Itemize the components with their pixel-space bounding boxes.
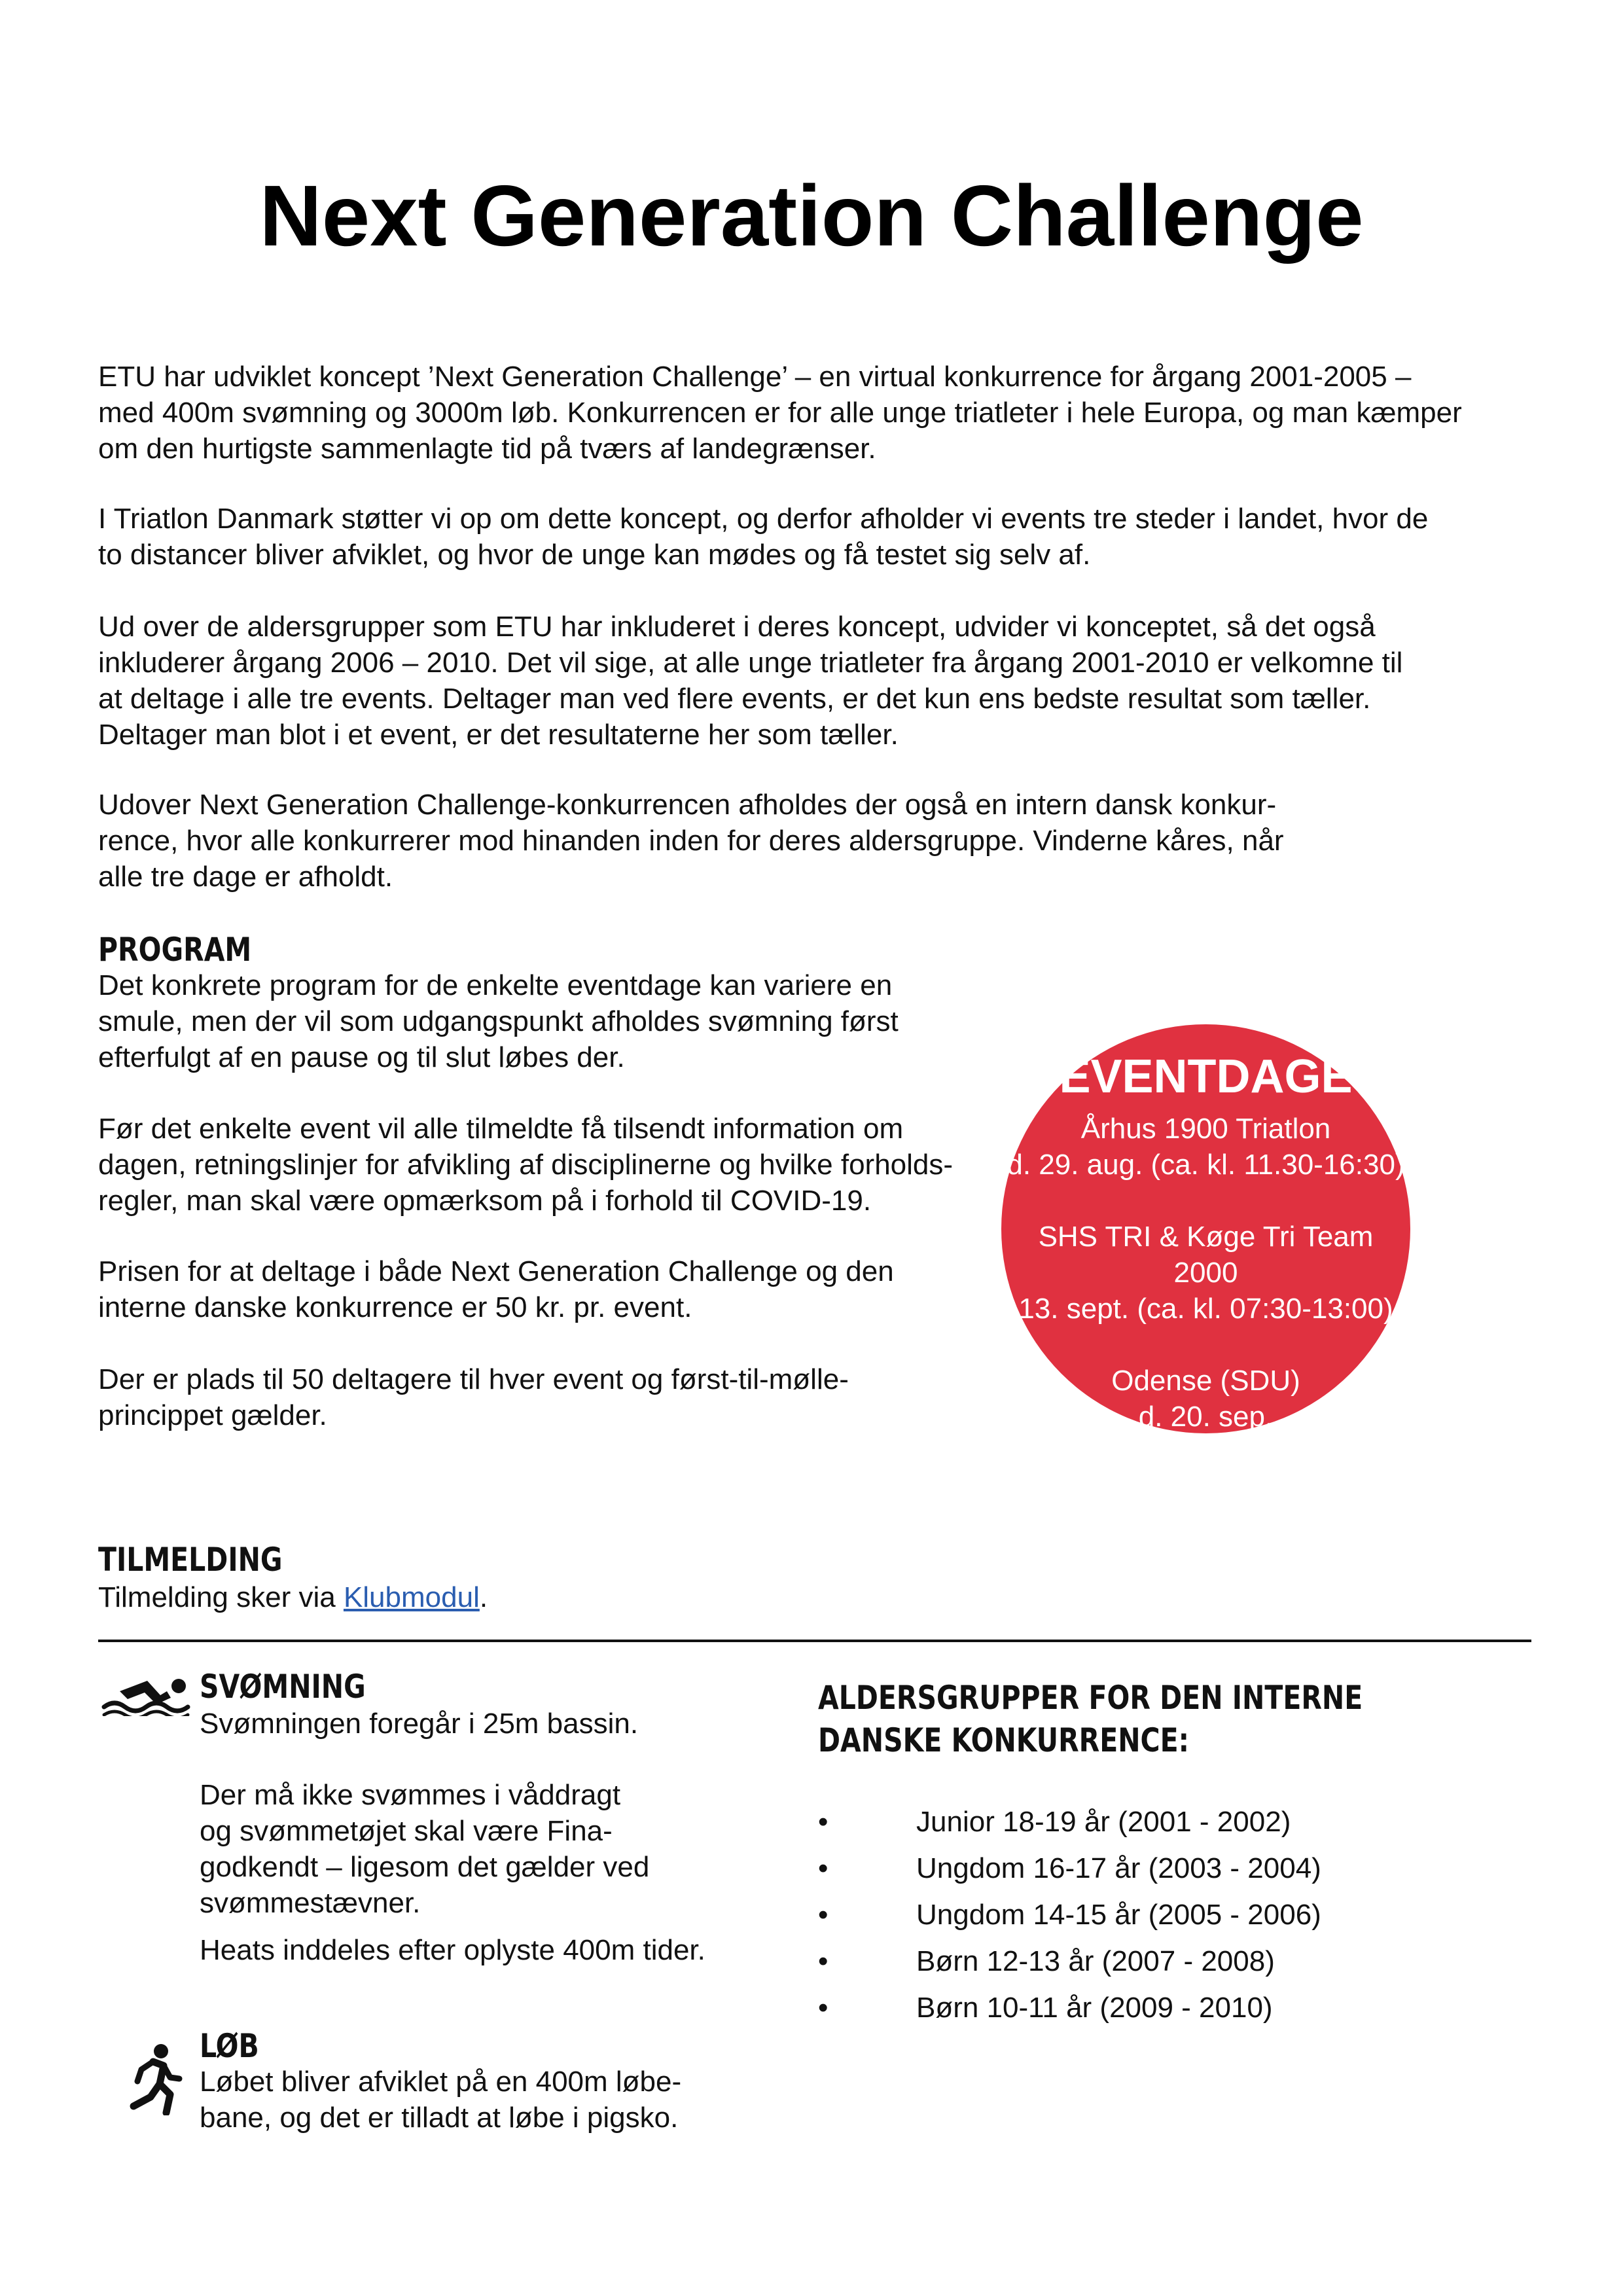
bullet: •: [818, 1852, 829, 1884]
text-line: I Triatlon Danmark støtter vi op om dette koncept, og derfor afholder vi events tre steder i landet, hvor de: [98, 503, 1429, 535]
text-line: Før det enkelte event vil alle tilmeldte få tilsendt information om: [98, 1113, 904, 1145]
list-item-text: Ungdom 14-15 år (2005 - 2006): [916, 1899, 1321, 1931]
program-paragraph-2: [98, 1111, 953, 1219]
list-item-text: Børn 10-11 år (2009 - 2010): [916, 1992, 1273, 2024]
event-venue-odense: Odense (SDU): [1111, 1365, 1300, 1397]
text-line: princippet gælder.: [98, 1399, 327, 1431]
page-title: Next Generation Challenge: [259, 168, 1364, 264]
text-line: Der må ikke svømmes i våddragt: [200, 1779, 621, 1811]
event-venue-koege: SHS TRI & Køge Tri Team: [1038, 1221, 1374, 1253]
text-line: Svømningen foregår i 25m bassin.: [200, 1708, 639, 1740]
text-line: bane, og det er tilladt at løbe i pigsko.: [200, 2102, 679, 2134]
section-divider: [98, 1640, 1531, 1642]
text-line: Deltager man blot i et event, er det resultaterne her som tæller.: [98, 719, 899, 751]
text-line: ETU har udviklet koncept ’Next Generation Challenge’ – en virtual konkurrence for årgang 2001-2005 –: [98, 361, 1412, 393]
text-line: at deltage i alle tre events. Deltager man ved flere events, er det kun ens bedste resultat som tæller.: [98, 683, 1371, 715]
program-paragraph-1: [98, 967, 899, 1075]
event-venue-koege-cont: 2000: [1173, 1257, 1238, 1289]
lob-paragraph: [200, 2064, 681, 2136]
lob-heading: LØB: [200, 2027, 259, 2065]
tilmelding-text: [98, 1579, 488, 1615]
svomning-paragraph-1: [200, 1706, 638, 1742]
text-line: dagen, retningslinjer for afvikling af disciplinerne og hvilke forholds-: [98, 1149, 954, 1181]
text-line: om den hurtigste sammenlagte tid på tværs af landegrænser.: [98, 433, 876, 465]
text-line: alle tre dage er afholdt.: [98, 861, 393, 893]
event-time-odense: (ca. kl. 09:30-14:30): [1077, 1437, 1334, 1469]
intro-paragraph-3: [98, 609, 1402, 753]
text-line: interne danske konkurrence er 50 kr. pr. event.: [98, 1291, 692, 1323]
text-line: Der er plads til 50 deltagere til hver event og først-til-mølle-: [98, 1363, 849, 1395]
text-line: svømmestævner.: [200, 1887, 421, 1919]
klubmodul-link[interactable]: Klubmodul: [343, 1581, 480, 1613]
svomning-paragraph-3: [200, 1932, 705, 1968]
text-line: to distancer bliver afviklet, og hvor de unge kan mødes og få testet sig selv af.: [98, 539, 1091, 571]
event-date-odense: d. 20. sep.: [1138, 1401, 1274, 1433]
intro-paragraph-4: [98, 787, 1284, 895]
list-item-text: Junior 18-19 år (2001 - 2002): [916, 1806, 1291, 1838]
runner-icon: [124, 2043, 183, 2115]
text-line: efterfulgt af en pause og til slut løbes der.: [98, 1041, 625, 1073]
intro-paragraph-2: [98, 501, 1428, 573]
aldersgrupper-heading-line-1: ALDERSGRUPPER FOR DEN INTERNE: [818, 1679, 1363, 1717]
tilmelding-text-before: Tilmelding sker via: [98, 1581, 344, 1613]
text-line: og svømmetøjet skal være Fina-: [200, 1815, 613, 1847]
text-line: godkendt – ligesom det gælder ved: [200, 1851, 650, 1883]
bullet: •: [818, 1899, 829, 1931]
bullet: •: [818, 1945, 829, 1977]
text-line: med 400m svømning og 3000m løb. Konkurrencen er for alle unge triatleter i hele Europa, og man kæmper: [98, 397, 1462, 429]
program-heading: PROGRAM: [98, 931, 252, 969]
program-paragraph-4: [98, 1361, 849, 1433]
eventdage-circle: [1001, 1024, 1410, 1469]
svomning-paragraph-2: [200, 1777, 649, 1921]
aldersgrupper-heading-line-2: DANSKE KONKURRENCE:: [818, 1721, 1190, 1759]
text-line: rence, hvor alle konkurrerer mod hinanden inden for deres aldersgruppe. Vinderne kåres, når: [98, 825, 1284, 857]
tilmelding-heading: TILMELDING: [98, 1541, 283, 1579]
program-paragraph-3: [98, 1253, 894, 1325]
list-item-text: Ungdom 16-17 år (2003 - 2004): [916, 1852, 1321, 1884]
text-line: Udover Next Generation Challenge-konkurrencen afholdes der også en intern dansk konkur-: [98, 789, 1277, 821]
event-date-koege: 13. sept. (ca. kl. 07:30-13:00): [1018, 1293, 1393, 1325]
text-line: Prisen for at deltage i både Next Generation Challenge og den: [98, 1255, 894, 1287]
text-line: inkluderer årgang 2006 – 2010. Det vil sige, at alle unge triatleter fra årgang 2001-2010 er velkomne til: [98, 647, 1403, 679]
eventdage-title: EVENTDAGE: [1059, 1050, 1353, 1103]
text-line: Heats inddeles efter oplyste 400m tider.: [200, 1934, 705, 1966]
svomning-heading: SVØMNING: [200, 1668, 366, 1706]
text-line: Løbet bliver afviklet på en 400m løbe-: [200, 2066, 682, 2098]
event-date-aarhus: d. 29. aug. (ca. kl. 11.30-16:30): [1007, 1149, 1405, 1181]
bullet: •: [818, 1992, 829, 2024]
tilmelding-text-after: .: [479, 1581, 488, 1613]
swimmer-icon: [101, 1676, 193, 1716]
text-line: regler, man skal være opmærksom på i forhold til COVID-19.: [98, 1185, 872, 1217]
intro-paragraph-1: [98, 359, 1462, 467]
list-item-text: Børn 12-13 år (2007 - 2008): [916, 1945, 1275, 1977]
text-line: smule, men der vil som udgangspunkt afholdes svømning først: [98, 1005, 899, 1037]
bullet: •: [818, 1806, 829, 1838]
text-line: Ud over de aldersgrupper som ETU har inkluderet i deres koncept, udvider vi konceptet, så det også: [98, 611, 1376, 643]
event-venue-aarhus: Århus 1900 Triatlon: [1080, 1113, 1331, 1145]
text-line: Det konkrete program for de enkelte eventdage kan variere en: [98, 969, 893, 1001]
